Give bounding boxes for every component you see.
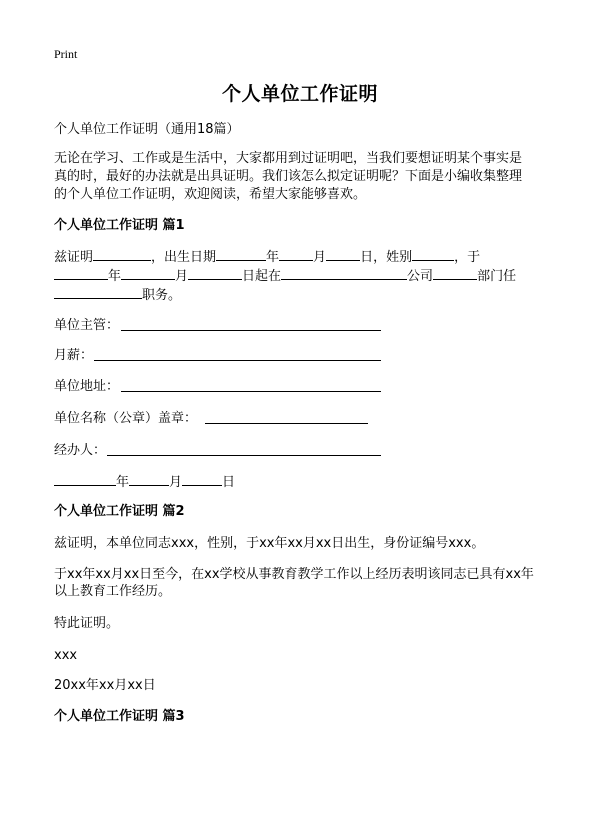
intro-paragraph-line-1: 无论在学习、工作或是生活中，大家都用到过证明吧，当我们要想证明某个事实是 — [54, 151, 523, 166]
text-day-gender: 日，姓别 — [360, 250, 413, 265]
unit-name-label: 单位名称（公章）盖章： — [54, 411, 198, 426]
supervisor-line — [121, 330, 381, 331]
text-position: 职务。 — [142, 288, 182, 303]
closing-text: 特此证明。 — [54, 616, 120, 631]
address-line — [121, 391, 381, 392]
handler-line — [107, 455, 381, 456]
birth-month-blank — [279, 247, 313, 261]
intro-paragraph-line-2: 真的时，最好的办法就是出具证明。我们该怎么拟定证明呢？下面是小编收集整理 — [54, 169, 523, 184]
unit-name-line — [205, 423, 368, 424]
gender-blank — [412, 247, 454, 261]
section-3-heading: 个人单位工作证明 篇3 — [54, 709, 185, 724]
handler-label: 经办人： — [54, 443, 107, 458]
text-birth-date: ，出生日期 — [151, 250, 217, 265]
text-month: 月 — [313, 250, 327, 265]
text-day-from: 日起在 — [242, 269, 282, 284]
birth-year-blank — [216, 247, 266, 261]
start-month-blank — [121, 266, 175, 280]
salary-label: 月薪： — [54, 348, 94, 363]
salary-line — [94, 360, 381, 361]
text-certify: 兹证明 — [54, 250, 94, 265]
certificate-line-3 — [54, 285, 181, 304]
text-month: 月 — [175, 269, 189, 284]
birth-day-blank — [326, 247, 360, 261]
text-year: 年 — [108, 269, 122, 284]
certificate-line-2 — [54, 266, 516, 285]
text-day: 日 — [222, 475, 236, 490]
signer-name: xxx — [54, 648, 78, 663]
signed-date: 20xx年xx月xx日 — [54, 678, 156, 693]
company-blank — [281, 266, 407, 280]
sign-month-blank — [129, 472, 169, 486]
position-blank — [54, 285, 142, 299]
section-1-heading: 个人单位工作证明 篇1 — [54, 218, 185, 233]
document-subtitle: 个人单位工作证明（通用18篇） — [54, 122, 240, 137]
intro-paragraph-line-3: 的个人单位工作证明，欢迎阅读，希望大家能够喜欢。 — [54, 187, 367, 202]
section-2-line-3: 以上教育工作经历。 — [54, 584, 172, 599]
text-year: 年 — [116, 475, 130, 490]
address-label: 单位地址： — [54, 379, 120, 394]
text-year: 年 — [266, 250, 280, 265]
text-department: 部门任 — [477, 269, 517, 284]
supervisor-label: 单位主管： — [54, 318, 120, 333]
start-day-blank — [188, 266, 242, 280]
certificate-line-1 — [54, 247, 480, 266]
department-blank — [433, 266, 477, 280]
section-2-line-1: 兹证明，本单位同志xxx，性别，于xx年xx月xx日出生，身份证编号xxx。 — [54, 536, 485, 551]
text-company: 公司 — [407, 269, 434, 284]
sign-day-blank — [182, 472, 222, 486]
print-link[interactable]: Print — [54, 47, 78, 61]
sign-year-blank — [54, 472, 116, 486]
section-2-heading: 个人单位工作证明 篇2 — [54, 504, 185, 519]
name-blank — [93, 247, 151, 261]
section-2-line-2: 于xx年xx月xx日至今，在xx学校从事教育教学工作以上经历表明该同志已具有xx年 — [54, 567, 534, 582]
text-at: ，于 — [454, 250, 481, 265]
document-title: 个人单位工作证明 — [221, 83, 378, 105]
start-year-blank — [54, 266, 108, 280]
text-month: 月 — [169, 475, 183, 490]
signature-date-line — [54, 472, 235, 491]
